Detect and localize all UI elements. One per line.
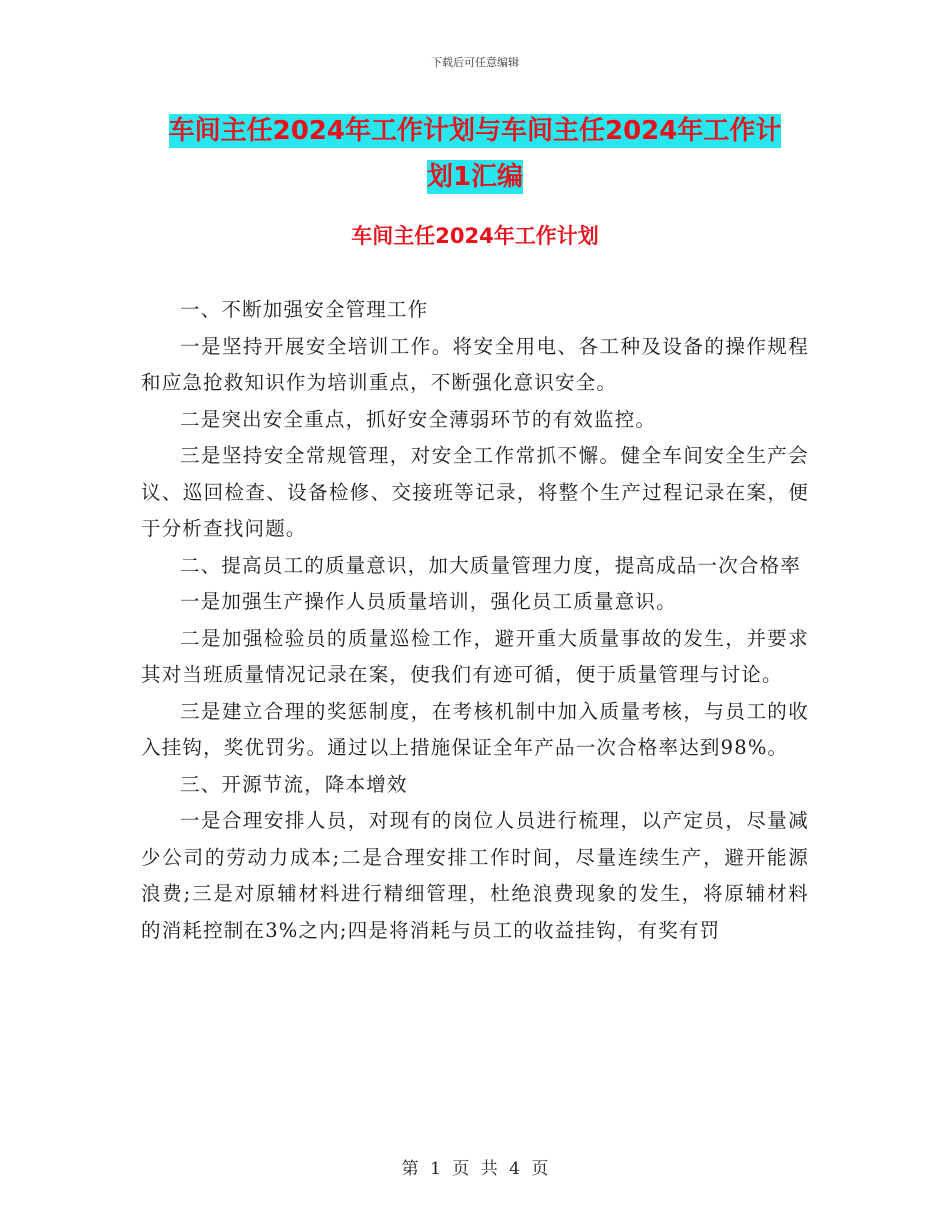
paragraph: 一是坚持开展安全培训工作。将安全用电、各工种及设备的操作规程和应急抢救知识作为培训重点，不断强化意识安全。: [141, 334, 809, 394]
paragraph-heading-1: 一、不断加强安全管理工作: [180, 298, 429, 321]
section-title: 车间主任2024年工作计划: [351, 224, 599, 248]
document-title: [140, 108, 810, 200]
title-line-2: 划1汇编: [426, 162, 524, 192]
paragraph: 二是突出安全重点，抓好安全薄弱环节的有效监控。: [180, 407, 657, 431]
paragraph: 一是加强生产操作人员质量培训，强化员工质量意识。: [180, 590, 677, 613]
page-footer: 第 1 页 共 4 页: [401, 1159, 549, 1179]
paragraph: 三是坚持安全常规管理，对安全工作常抓不懈。健全车间安全生产会议、巡回检查、设备检修、交接班等记录，将整个生产过程记录在案，便于分析查找问题。: [141, 444, 809, 540]
paragraph: 一是合理安排人员，对现有的岗位人员进行梳理，以产定员，尽量减少公司的劳动力成本;二是合理安排工作时间，尽量连续生产，避开能源浪费;三是对原辅材料进行精细管理，杜绝浪费现象的发生，将原辅材料的消耗控制在3%之内;四是将消耗与员工的收益挂钩，有奖有罚: [141, 809, 809, 942]
paragraph: 三是建立合理的奖惩制度，在考核机制中加入质量考核，与员工的收入挂钩，奖优罚劣。通过以上措施保证全年产品一次合格率达到98%。: [141, 699, 809, 759]
document-body: [141, 292, 809, 949]
paragraph-heading-3: 三、开源节流，降本增效: [180, 772, 408, 796]
paragraph-heading-2: 二、提高员工的质量意识，加大质量管理力度，提高成品一次合格率: [180, 553, 802, 577]
paragraph: 二是加强检验员的质量巡检工作，避开重大质量事故的发生，并要求其对当班质量情况记录在案，使我们有迹可循，便于质量管理与讨论。: [141, 626, 809, 686]
title-line-1: 车间主任2024年工作计划与车间主任2024年工作计: [168, 116, 782, 146]
header-note: 下载后可任意编辑: [431, 56, 519, 69]
